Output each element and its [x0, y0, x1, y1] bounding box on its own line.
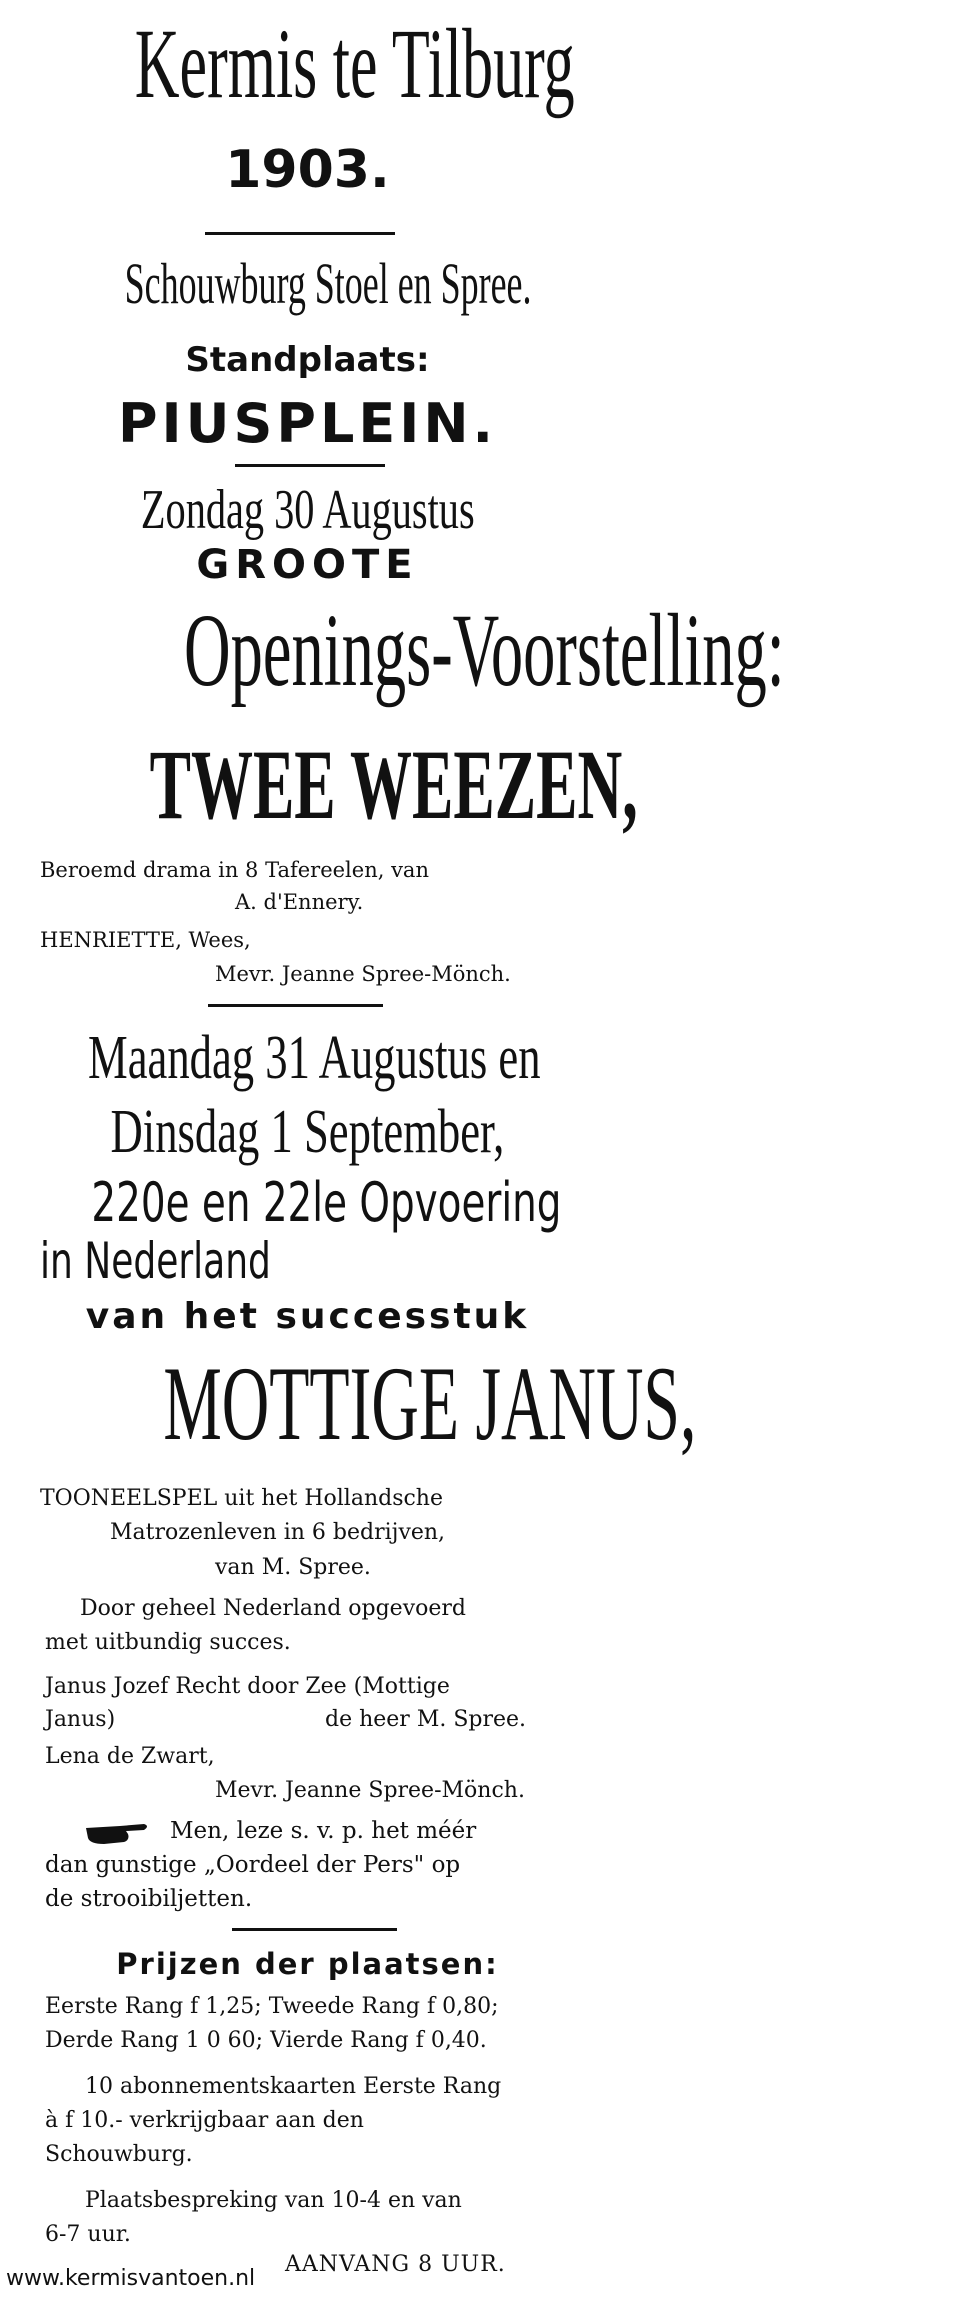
- play-author: van M. Spree.: [215, 1555, 371, 1580]
- play-description: Beroemd drama in 8 Tafereelen, van: [40, 858, 429, 882]
- poster-year: 1903.: [225, 140, 390, 200]
- actress-name: Mevr. Jeanne Spree-Mönch.: [215, 1778, 525, 1803]
- location-label: Standplaats:: [185, 340, 430, 380]
- location: PIUSPLEIN.: [117, 392, 498, 455]
- performance-count: 220e en 22le Opvoering: [91, 1171, 562, 1234]
- subscription-line: Schouwburg.: [45, 2142, 193, 2167]
- actress-name: Mevr. Jeanne Spree-Mönch.: [215, 962, 511, 986]
- prices-line: Eerste Rang f 1,25; Tweede Rang f 0,80;: [45, 1994, 499, 2019]
- subscription-line: 10 abonnementskaarten Eerste Rang: [85, 2074, 502, 2099]
- press-note: dan gunstige „Oordeel der Pers" op: [45, 1852, 461, 1878]
- play-author: A. d'Ennery.: [235, 890, 364, 914]
- divider: [205, 232, 395, 235]
- role-janus: Janus Jozef Recht door Zee (Mottige: [45, 1674, 450, 1699]
- play-genre: TOONEELSPEL uit het Hollandsche: [40, 1486, 443, 1511]
- prices-title: Prijzen der plaatsen:: [116, 1947, 499, 1981]
- date-monday: Maandag 31 Augustus en: [87, 1024, 541, 1092]
- role-henriette: HENRIETTE, Wees,: [40, 928, 251, 952]
- play-acts: Matrozenleven in 6 bedrijven,: [110, 1520, 446, 1545]
- groote-label: GROOTE: [196, 542, 419, 588]
- role-janus-cont: Janus): [45, 1707, 116, 1732]
- play-title-mottige-janus: MOTTIGE JANUS,: [163, 1345, 697, 1462]
- prices-line: Derde Rang 1 0 60; Vierde Rang f 0,40.: [45, 2028, 487, 2053]
- start-time: AANVANG 8 UUR.: [285, 2252, 506, 2277]
- success-play-label: van het successtuk: [85, 1296, 530, 1337]
- date-tuesday: Dinsdag 1 September,: [110, 1098, 505, 1166]
- success-line: met uitbundig succes.: [45, 1630, 291, 1655]
- subscription-line: à f 10.- verkrijgbaar aan den: [45, 2108, 364, 2133]
- pointing-hand-icon: [84, 1820, 150, 1852]
- watermark: www.kermisvantoen.nl: [6, 2266, 256, 2291]
- play-title-twee-weezen: TWEE WEEZEN,: [149, 729, 638, 840]
- divider: [232, 1928, 397, 1931]
- role-lena: Lena de Zwart,: [45, 1744, 215, 1769]
- actor-spree: de heer M. Spree.: [325, 1707, 527, 1732]
- opening-performance: Openings-Voorstelling:: [184, 593, 785, 708]
- performance-location: in Nederland: [40, 1232, 271, 1290]
- divider: [208, 1004, 383, 1007]
- divider: [235, 464, 385, 467]
- poster-title: Kermis te Tilburg: [134, 8, 575, 119]
- booking-line: Plaatsbespreking van 10-4 en van: [85, 2188, 462, 2213]
- press-note: de strooibiljetten.: [45, 1886, 253, 1912]
- success-line: Door geheel Nederland opgevoerd: [80, 1596, 466, 1621]
- press-note: Men, leze s. v. p. het méér: [170, 1818, 477, 1844]
- date-sunday: Zondag 30 Augustus: [140, 479, 475, 541]
- theater-name: Schouwburg Stoel en Spree.: [124, 251, 532, 316]
- booking-line: 6-7 uur.: [45, 2222, 131, 2247]
